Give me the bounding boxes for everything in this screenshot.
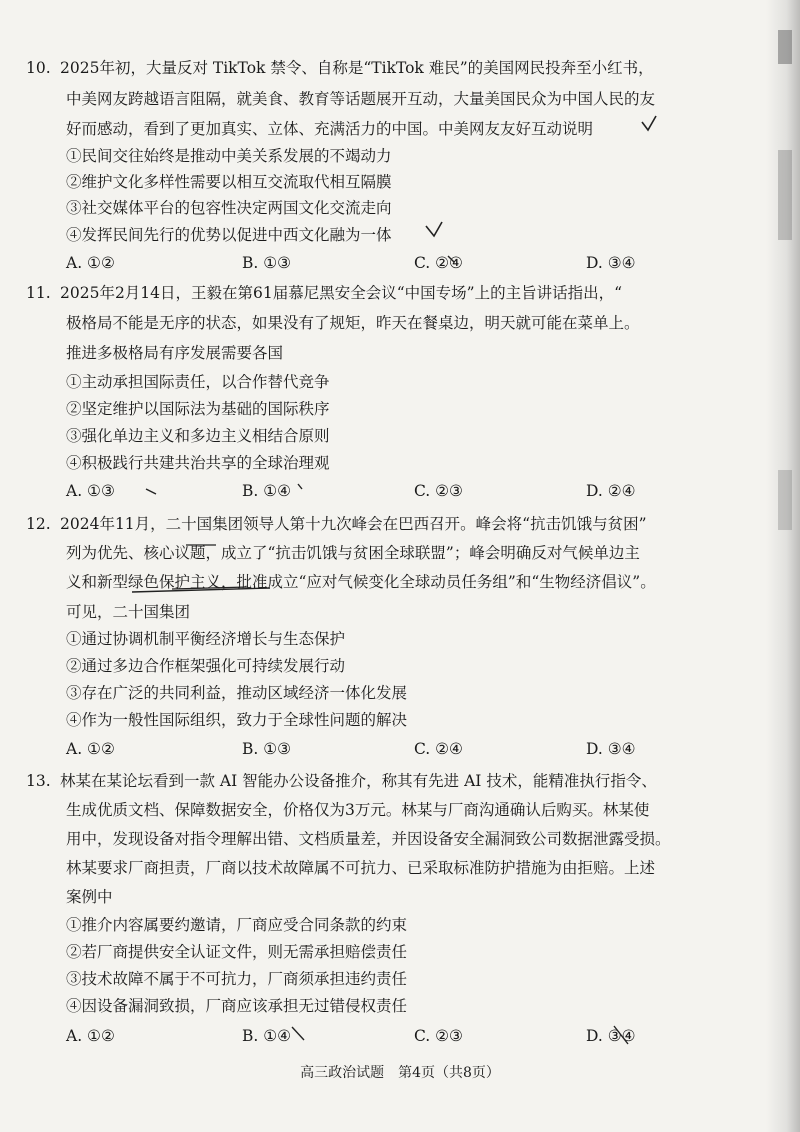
choice-statement: ④积极践行共建共治共享的全球治理观 (66, 454, 330, 472)
pen-tick-q10-stmt4 (426, 222, 442, 236)
choice-statement: ③存在广泛的共同利益，推动区域经济一体化发展 (66, 684, 408, 702)
choice-statement: ②维护文化多样性需要以相互交流取代相互隔膜 (66, 173, 392, 191)
pen-mark-q11-a (146, 489, 156, 494)
option-b[interactable]: B. ①④ (242, 1027, 292, 1045)
option-b[interactable]: B. ①③ (242, 254, 292, 272)
stem-line: 2025年2月14日，王毅在第61届慕尼黑安全会议“中国专场”上的主旨讲话指出，“ (60, 284, 623, 302)
pen-mark-q13-b (292, 1027, 304, 1040)
stem-line: 中美网友跨越语言阻隔，就美食、教育等话题展开互动，大量美国民众为中国人民的友 (66, 90, 656, 108)
choice-statement: ④作为一般性国际组织，致力于全球性问题的解决 (66, 711, 408, 729)
choice-statement: ②坚定维护以国际法为基础的国际秩序 (66, 400, 330, 418)
option-c[interactable]: C. ②③ (414, 1027, 463, 1045)
choice-statement: ③社交媒体平台的包容性决定两国文化交流走向 (66, 199, 392, 217)
choice-statement: ①主动承担国际责任，以合作替代竞争 (66, 373, 330, 391)
choice-statement: ②通过多边合作框架强化可持续发展行动 (66, 657, 346, 675)
option-c[interactable]: C. ②④ (414, 740, 463, 758)
option-c[interactable]: C. ②④ (414, 254, 463, 272)
option-d[interactable]: D. ③④ (586, 1027, 636, 1045)
option-d[interactable]: D. ②④ (586, 482, 636, 500)
choice-statement: ②若厂商提供安全认证文件，则无需承担赔偿责任 (66, 943, 408, 961)
option-a[interactable]: A. ①② (66, 740, 115, 758)
question-number: 10. (26, 59, 51, 77)
option-d[interactable]: D. ③④ (586, 254, 636, 272)
pen-mark-q10-c (448, 256, 454, 262)
pen-mark-q13-d (614, 1026, 628, 1044)
stem-line: 用中，发现设备对指令理解出错、文档质量差，并因设备安全漏洞致公司数据泄露受损。 (66, 830, 671, 848)
choice-statement: ③技术故障不属于不可抗力，厂商须承担违约责任 (66, 970, 408, 988)
choice-statement: ①推介内容属要约邀请，厂商应受合同条款的约束 (66, 916, 408, 934)
choice-statement: ④发挥民间先行的优势以促进中西文化融为一体 (66, 226, 392, 244)
stem-line: 生成优质文档、保障数据安全，价格仅为3万元。林某与厂商沟通确认后购买。林某使 (66, 801, 650, 819)
option-b[interactable]: B. ①③ (242, 740, 292, 758)
stem-line: 推进多极格局有序发展需要各国 (66, 344, 284, 362)
stem-line: 列为优先、核心议题，成立了“抗击饥饿与贫困全球联盟”；峰会明确反对气候单边主 (66, 544, 640, 562)
choice-statement: ④因设备漏洞致损，厂商应该承担无过错侵权责任 (66, 997, 408, 1015)
pen-mark-q11-b (298, 484, 302, 489)
option-b[interactable]: B. ①④ (242, 482, 292, 500)
stem-line: 极格局不能是无序的状态，如果没有了规矩，昨天在餐桌边，明天就可能在菜单上。 (66, 314, 640, 332)
stem-line: 好而感动，看到了更加真实、立体、充满活力的中国。中美网友友好互动说明 (66, 120, 594, 138)
option-a[interactable]: A. ①② (66, 254, 115, 272)
page-footer: 高三政治试题 第4页（共8页） (300, 1065, 500, 1081)
stem-line: 2025年初，大量反对 TikTok 禁令、自称是“TikTok 难民”的美国网民投奔至小红书， (60, 59, 654, 77)
option-c[interactable]: C. ②③ (414, 482, 463, 500)
option-a[interactable]: A. ①③ (66, 482, 115, 500)
pen-tick-q10 (642, 116, 656, 130)
stem-line: 可见，二十国集团 (66, 603, 191, 621)
choice-statement: ①民间交往始终是推动中美关系发展的不竭动力 (66, 147, 392, 165)
question-number: 13. (26, 772, 51, 790)
choice-statement: ①通过协调机制平衡经济增长与生态保护 (66, 630, 346, 648)
stem-line: 林某在某论坛看到一款 AI 智能办公设备推介，称其有先进 AI 技术，能精准执行指令、 (60, 772, 657, 790)
stem-line: 案例中 (66, 888, 113, 906)
option-d[interactable]: D. ③④ (586, 740, 636, 758)
stem-line: 义和新型绿色保护主义，批准成立“应对气候变化全球动员任务组”和“生物经济倡议”。 (66, 573, 656, 591)
stem-line: 林某要求厂商担责，厂商以技术故障属不可抗力、已采取标准防护措施为由拒赔。上述 (66, 859, 656, 877)
choice-statement: ③强化单边主义和多边主义相结合原则 (66, 427, 330, 445)
stem-line: 2024年11月，二十国集团领导人第十九次峰会在巴西召开。峰会将“抗击饥饿与贫困” (60, 515, 647, 533)
option-a[interactable]: A. ①② (66, 1027, 115, 1045)
question-number: 12. (26, 515, 51, 533)
question-number: 11. (26, 284, 51, 302)
